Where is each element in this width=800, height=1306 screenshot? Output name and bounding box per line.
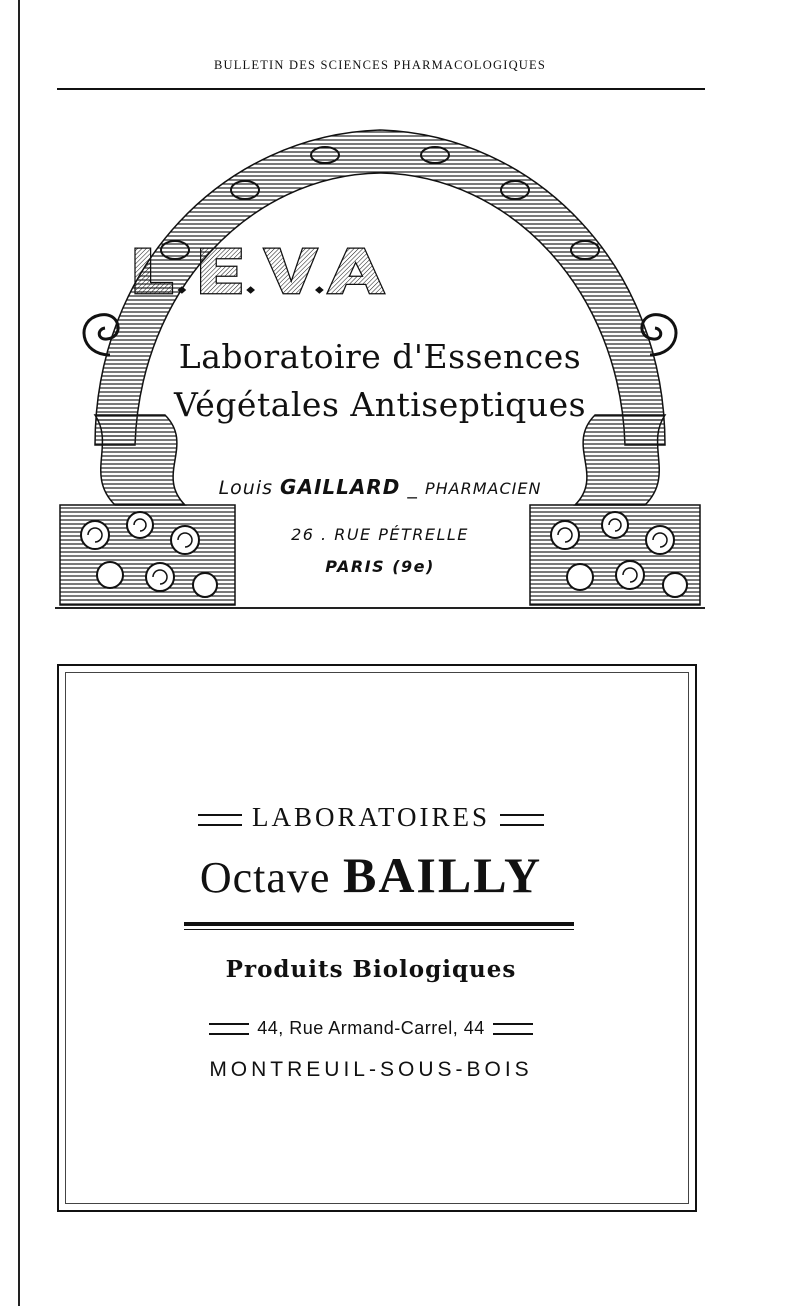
owner-separator: _ [407,477,418,499]
leva-line-1: Laboratoire d'Essences [178,337,582,376]
owner-last-name: GAILLARD [280,475,401,499]
leva-line-2: Végétales Antiseptiques [173,385,587,424]
bailly-products: Produits Biologiques [225,956,517,983]
bailly-thin-rule [184,929,574,930]
bailly-city: MONTREUIL-SOUS-BOIS [209,1058,533,1081]
laboratoires-label: LABORATOIRES [251,802,491,832]
double-rule-left [198,814,242,826]
bailly-laboratoires-line [59,802,683,833]
page-spine-line [18,0,20,1306]
bailly-thick-rule [184,922,574,926]
running-header: BULLETIN DES SCIENCES PHARMACOLOGIQUES [213,58,547,72]
leva-advertisement [55,115,705,620]
address-rule-right [493,1023,533,1035]
leva-street: 26 . RUE PÉTRELLE [291,525,469,544]
bailly-address-line [59,1018,683,1039]
bottom-rule [57,1210,697,1212]
owner-title: PHARMACIEN [424,479,542,498]
bailly-first-name: Octave [199,853,331,902]
bailly-address: 44, Rue Armand-Carrel, 44 [257,1018,485,1038]
bailly-last-name: BAILLY [342,847,543,903]
leva-logo [55,245,465,295]
bailly-name [59,846,683,904]
address-rule-left [209,1023,249,1035]
bailly-advertisement [57,664,697,1212]
owner-first-name: Louis [218,477,273,499]
header-rule [57,88,705,90]
double-rule-right [500,814,544,826]
bailly-inner-frame [65,672,689,1204]
leva-city: PARIS (9e) [325,557,435,576]
leva-owner [55,475,705,499]
leva-baseline-rule [55,607,705,609]
